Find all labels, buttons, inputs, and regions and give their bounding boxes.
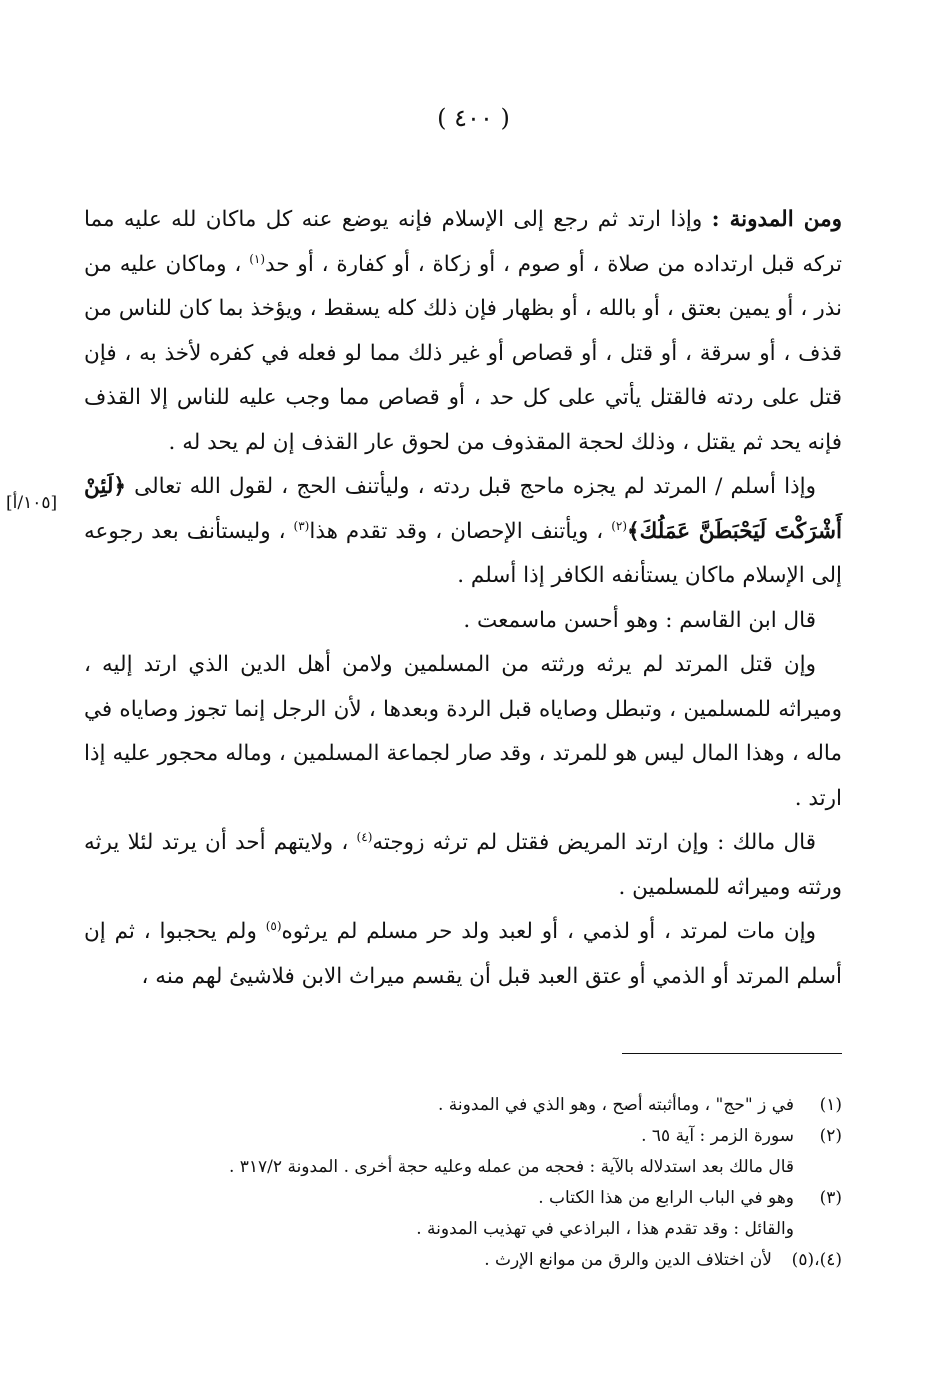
paragraph-1-text-b: ، وماكان عليه من نذر ، أو يمين بعتق ، أو بالله ، أو بظهار فإن ذلك كله يسقط ، ويؤخذ بما كان للناس من قذف ، أو سرقة ، أو قتل ، أو قصاص أو غير ذلك مما لو فعله في كفره لأخذ به ، فإن قتل على ردته فالقتل يأتي على كل حد ، أو قصاص مما وجب عليه للناس إلا القذف فإنه يحد ثم يقتل ، وذلك لحجة المقذوف من لحوق عار القذف إن لم يحد له . [84, 251, 842, 455]
footnote-number: (٤)،(٥) [791, 1250, 842, 1270]
section-lead: ومن المدونة : [711, 207, 842, 232]
paragraph-2-text-b: ، ويأتنف الإحصان ، وقد تقدم هذا [309, 518, 612, 544]
paragraph-5 [84, 821, 842, 910]
footnote-3-continuation: والقائل : وقد تقدم هذا ، البراذعي في تهذيب المدونة . [416, 1219, 794, 1239]
footnote-number: (٣) [819, 1188, 842, 1208]
footnote-text: وهو في الباب الرابع من هذا الكتاب . [538, 1188, 794, 1208]
paragraph-4: وإن قتل المرتد لم يرثه ورثته من المسلمين ولامن أهل الدين الذي ارتد إليه ، وميراثه للمسلمين ، وتبطل وصاياه قبل الردة وبعدها ، لأن الرجل إنما تجوز وصاياه في ماله ، وهذا المال ليس هو للمرتد ، وقد صار لجماعة المسلمين ، وماله محجور عليه إذا ارتد . [84, 652, 842, 811]
footnote-number: (٢) [819, 1126, 842, 1146]
paragraph-2-text-c: ، وليستأنف بعد رجوعه إلى الإسلام ماكان يستأنفه الكافر إذا أسلم . [84, 518, 842, 588]
main-text [84, 198, 842, 999]
footnote-marker-4[interactable]: (٤) [356, 829, 373, 844]
paragraph-5-text-b: ، ولايتهم أحد أن يرتد لئلا يرثه ورثته وميراثه للمسلمين . [84, 830, 842, 900]
footnote-marker-1[interactable]: (١) [249, 251, 266, 266]
manuscript-folio-reference: [١٠٥/أ] [6, 493, 58, 513]
footnote-2 [84, 1121, 842, 1152]
paragraph-1 [84, 198, 842, 465]
paragraph-2-text-a: وإذا أسلم / المرتد لم يجزه ماحج قبل ردته ، وليأتنف الحج ، لقول الله تعالى [126, 474, 816, 499]
footnote-marker-3[interactable]: (٣) [293, 518, 310, 533]
paragraph-2 [84, 465, 842, 599]
page-number: ( ٤٠٠ ) [437, 104, 510, 132]
footnote-text: لأن اختلاف الدين والرق من موانع الإرث . [484, 1250, 772, 1270]
paragraph-6-text-b: ولم يحجبوا ، ثم إن أسلم المرتد أو الذمي أو عتق العبد قبل أن يقسم ميراث الابن فلاشيئ لهم منه ، [84, 919, 842, 989]
footnote-marker-5[interactable]: (٥) [265, 918, 282, 933]
footnote-number: (١) [819, 1095, 842, 1115]
footnotes [84, 1090, 842, 1276]
footnote-2-continuation: قال مالك بعد استدلاله بالآية : فحجه من عمله وعليه حجة أخرى . المدونة ٣١٧/٢ . [228, 1157, 794, 1177]
quran-verse: ﴿لَئِنْ أَشْرَكْتَ لَيَحْبَطَنَّ عَمَلُكَ﴾ [84, 474, 843, 544]
paragraph-5-text-a: قال مالك : وإن ارتد المريض فقتل لم ترثه زوجته [372, 830, 816, 855]
paragraph-3: قال ابن القاسم : وهو أحسن ماسمعت . [463, 607, 816, 633]
footnote-1 [84, 1090, 842, 1121]
paragraph-1-text-a: وإذا ارتد ثم رجع إلى الإسلام فإنه يوضع عنه كل ماكان لله عليه مما تركه قبل ارتداده من صلاة ، أو صوم ، أو زكاة ، أو كفارة ، أو حد [84, 207, 842, 277]
footnote-text: في ز "حج" ، وماأثبته أصح ، وهو الذي في المدونة . [438, 1095, 794, 1115]
footnote-divider [622, 1053, 842, 1054]
paragraph-6-text-a: وإن مات لمرتد ، أو لذمي ، أو لعبد ولد حر مسلم لم يرثوه [281, 919, 817, 944]
footnote-3 [84, 1183, 842, 1214]
footnote-text: سورة الزمر : آية ٦٥ . [641, 1126, 794, 1146]
footnote-4-5 [84, 1245, 842, 1276]
paragraph-6 [84, 910, 842, 999]
footnote-marker-2[interactable]: (٢) [611, 518, 628, 533]
